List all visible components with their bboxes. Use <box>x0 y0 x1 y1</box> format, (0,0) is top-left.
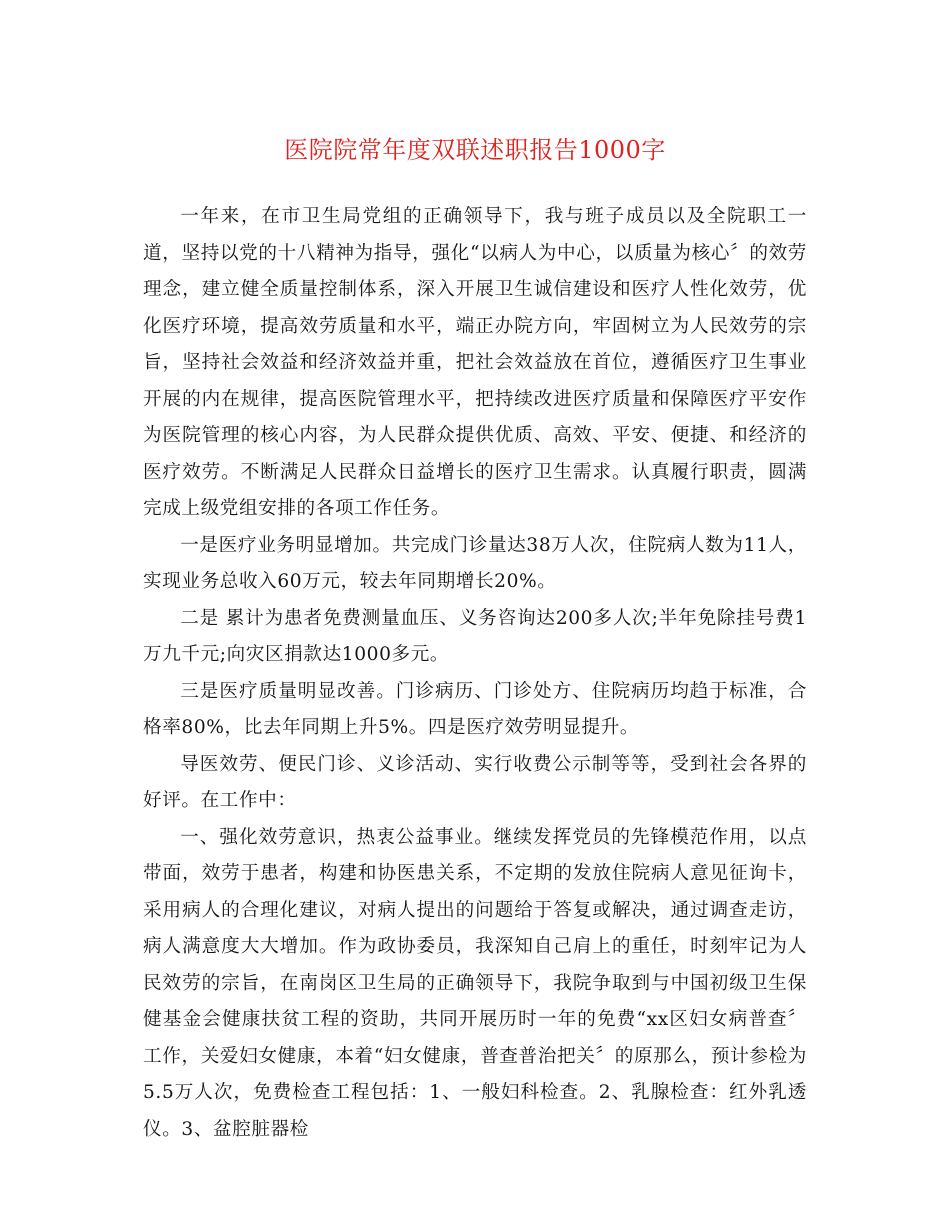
paragraph-service-awareness: 一、强化效劳意识，热衷公益事业。继续发挥党员的先锋模范作用，以点带面，效劳于患者，构建和协医患关系，不定期的发放住院病人意见征询卡，采用病人的合理化建议，对病人提出的问题给于答复或解决，通过调查走访，病人满意度大大增加。作为政协委员，我深知自己肩上的重任，时刻牢记为人民效劳的宗旨，在南岗区卫生局的正确领导下，我院争取到与中国初级卫生保健基金会健康扶贫工程的资助，共同开展历时一年的免费“xx区妇女病普查〞 工作，关爱妇女健康，本着“妇女健康，普查普治把关〞的原那么，预计参检为5.5万人次，免费检查工程包括：1、一般妇科检查。2、乳腺检查：红外乳透仪。3、盆腔脏器检 <box>143 826 807 1140</box>
document-title: 医院院常年度双联述职报告1000字 <box>284 136 666 164</box>
paragraph-medical-quality: 三是医疗质量明显改善。门诊病历、门诊处方、住院病历均趋于标准，合格率80%，比去年同期上升5%。四是医疗效劳明显提升。 <box>143 680 807 738</box>
paragraph-medical-business: 一是医疗业务明显增加。共完成门诊量达38万人次，住院病人数为11人，实现业务总收入60万元，较去年同期增长20%。 <box>143 534 807 592</box>
paragraph-guidance-services: 导医效劳、便民门诊、义诊活动、实行收费公示制等等，受到社会各界的好评。在工作中： <box>143 753 807 811</box>
paragraph-intro: 一年来，在市卫生局党组的正确领导下，我与班子成员以及全院职工一道，坚持以党的十八精神为指导，强化“以病人为中心，以质量为核心〞的效劳理念，建立健全质量控制体系，深入开展卫生诚信建设和医疗人性化效劳，优化医疗环境，提高效劳质量和水平，端正办院方向，牢固树立为人民效劳的宗旨，坚持社会效益和经济效益并重，把社会效益放在首位，遵循医疗卫生事业开展的内在规律，提高医院管理水平，把持续改进医疗质量和保障医疗平安作为医院管理的核心内容，为人民群众提供优质、高效、平安、便捷、和经济的医疗效劳。不断满足人民群众日益增长的医疗卫生需求。认真履行职责，圆满完成上级党组安排的各项工作任务。 <box>143 206 807 519</box>
paragraph-free-services: 二是 累计为患者免费测量血压、义务咨询达200多人次;半年免除挂号费1万九千元;向灾区捐款达1000多元。 <box>143 607 807 665</box>
document-body <box>143 199 807 1148</box>
